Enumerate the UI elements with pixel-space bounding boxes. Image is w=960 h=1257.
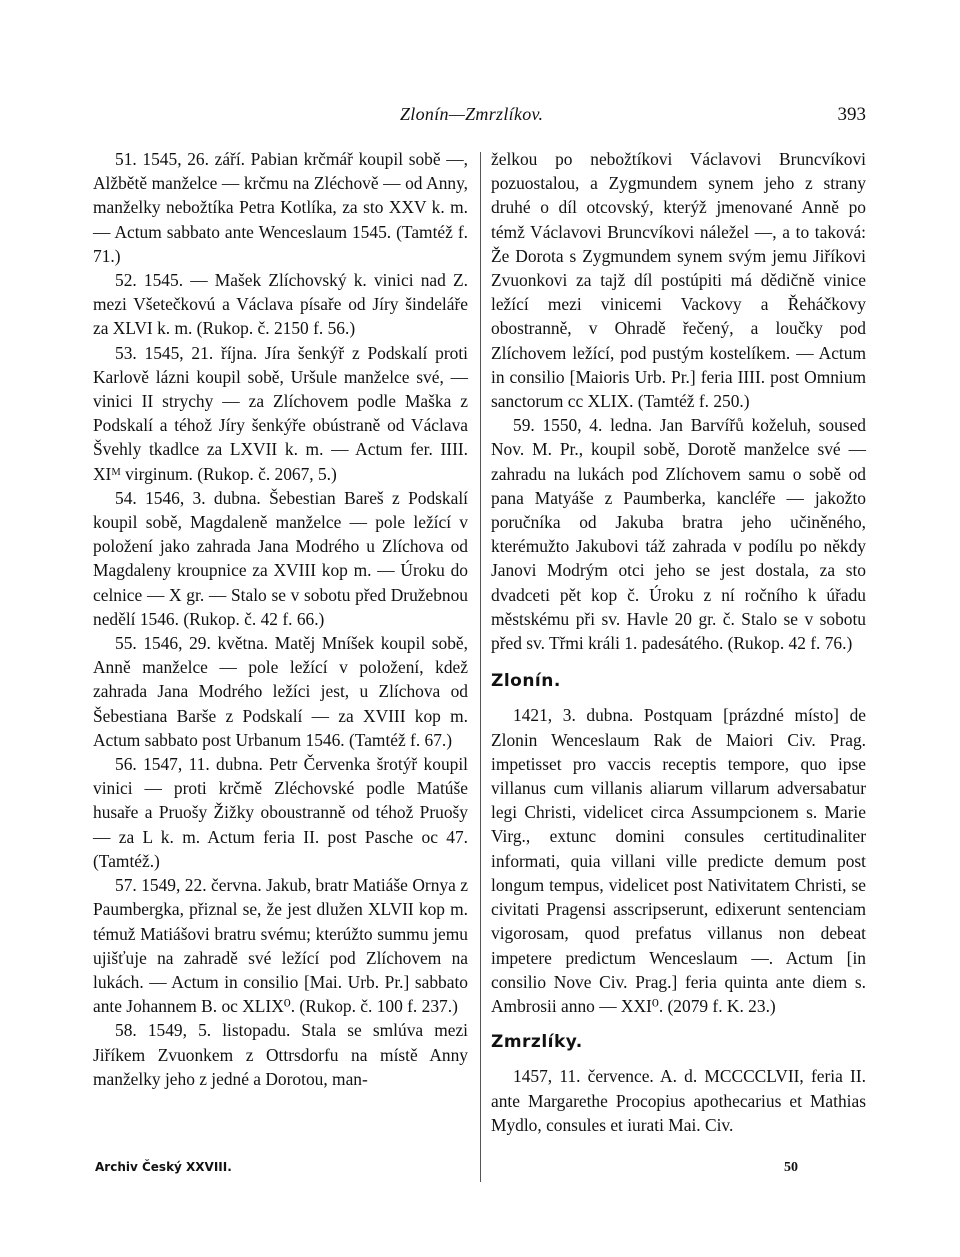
entry-56: 56. 1547, 11. dubna. Petr Červenka šrotýř koupil vinici — proti krčmě Zléchovské podle Matúše husaře a Pruošy Žižky oboustranně od téhož Pruošy — za L k. m. Actum feria II. post Pasche oc 47. (Tamtéž.) [93,754,468,871]
entry-zmrzliky-1457: 1457, 11. července. A. d. MCCCCLVII, feria II. ante Margarethe Procopius apothecarius et Mathias Mydlo, consules et iurati Mai. Civ. [491,1066,866,1135]
section-heading-zlonin: Zlonín. [491,671,561,692]
column-divider [480,152,481,1182]
entry-59: 59. 1550, 4. ledna. Jan Barvířů koželuh, soused Nov. M. Pr., koupil sobě, Dorotě manželce své — zahradu na lukách pod Zlíchovem samu o sobě od pana Matyáše z Paumberka, kancléře — jakožto poručníka od Jakuba bratra jeho učiněného, kterémužto Jakubovi táž zahrada v podílu po někdy Janovi Modrým otci jeho se jest dostala, za sto dvadceti pět kop č. Úroku z ní ročního k úřadu městskému při sv. Havle 20 gr. č. Stalo se v sobotu před sv. Třmi králi 1. padesátého. (Rukop. 42 f. 76.) [491,415,866,654]
entry-54: 54. 1546, 3. dubna. Šebestian Bareš z Podskalí koupil sobě, Magdaleně manželce — pole ležící v položení jako zahrada Jana Modrého u Zlíchova od Magdaleny kroupnice za XVIII kop m. — Úroku do celnice — X gr. — Stalo se v sobotu před Družebnou nedělí 1546. (Rukop. č. 42 f. 66.) [93,487,468,629]
entry-zlonin-1421: 1421, 3. dubna. Postquam [prázdné místo] de Zlonin Wenceslaum Rak de Maiori Civ. Prag. impetisset pro vaccis receptis tempore, quo ipse villanus cum villanis aliarum villarum adversabatur legi Christi, videlicet circa Assumpcionem s. Marie Virg., extunc domini consules certitudinaliter informati, quia villani ville predicte demum post longum tempus, videlicet post Nativitatem Christi, se civitati Pragensi asscripserunt, edixerunt sentenciam vigorosam, quod prefatus villanus non debeat impetere predictum Wenceslaum —. Actum [in consilio Nove Civ. Prag.] feria quinta ante diem s. Ambrosii anno — XXI⁰. (2079 f. K. 23.) [491,705,866,1016]
left-column [93,147,468,1091]
entry-55: 55. 1546, 29. května. Matěj Mníšek koupil sobě, Anně manželce — pole ležící v položení, kdež zahrada Jana Modrého ležíci jest, u Zlíchova od Šebestiana Barše z Podskalí — za XVIII kop m. Actum sabbato post Urbanum 1546. (Tamtéž f. 67.) [93,633,468,750]
footer-signature: Archiv Český XXVIII. [95,1160,232,1174]
page-number: 393 [837,104,866,125]
entry-51: 51. 1545, 26. září. Pabian krčmář koupil sobě —, Alžbětě manželce — krčmu na Zléchově — od Anny, manželky nebožtíka Petra Kotlíka, za sto XXV k. m. — Actum sabbato ante Wenceslaum 1545. (Tamtéž f. 71.) [93,149,468,266]
entry-53: 53. 1545, 21. října. Jíra šenkýř z Podskalí proti Karlově lázni koupil sobě, Uršule manželce své, — vinici II strychy — za Zlíchovem podle Maška z Podskalí a téhož Jíry šenkýře obústraně od Václava Švehly tkadlce za LXVII k. m. — Actum fer. IIII. XIᴹ virginum. (Rukop. č. 2067, 5.) [93,342,468,484]
entry-52: 52. 1545. — Mašek Zlíchovský k. vinici nad Z. mezi Všetečkovú a Václava písaře od Jíry šindeláře za XLVI k. m. (Rukop. č. 2150 f. 56.) [93,270,468,339]
entry-58: 58. 1549, 5. listopadu. Stala se smlúva mezi Jiříkem Zvuonkem z Ottrsdorfu na místě Anny manželky jeho z jedné a Dorotou, man- [93,1020,468,1089]
running-head [0,104,960,128]
section-heading-zmrzliky: Zmrzlíky. [491,1032,583,1053]
entry-57: 57. 1549, 22. června. Jakub, bratr Matiáše Ornya z Paumbergka, přiznal se, že jest dlužen XLVII kop m. témuž Matiášovi bratru svému; kterúžto summu jemu ujišťuje na zahradě své ležící pod Zlíchovem na lukách. — Actum in consilio [Mai. Urb. Pr.] sabbato ante Johannem B. oc XLIX⁰. (Rukop. č. 100 f. 237.) [93,875,468,1017]
right-column [491,147,866,1137]
entry-58-continuation: želkou po nebožtíkovi Václavovi Bruncvíkovi pozuostalou, a Zygmundem synem jeho z strany druhé o díl otcovský, kterýž jmenované Anně po témž Václavovi Bruncvíkovi náležel —, a to taková: Že Dorota s Zygmundem synem svým jemu Jiříkovi Zvuonkovi za tajž díl postúpiti má dědičně vinice ležící mezi vinicemi Vackovy a Řeháčkovy obostranně, v Ohradě řečený, a loučky pod Zlíchovem ležící, pod pustým kostelíkem. — Actum in consilio [Maioris Urb. Pr.] feria IIII. post Omnium sanctorum cc XLIX. (Tamtéž f. 250.) [491,149,866,412]
running-title: Zlonín—Zmrzlíkov. [400,104,544,124]
footer-sheet-number: 50 [784,1160,798,1175]
